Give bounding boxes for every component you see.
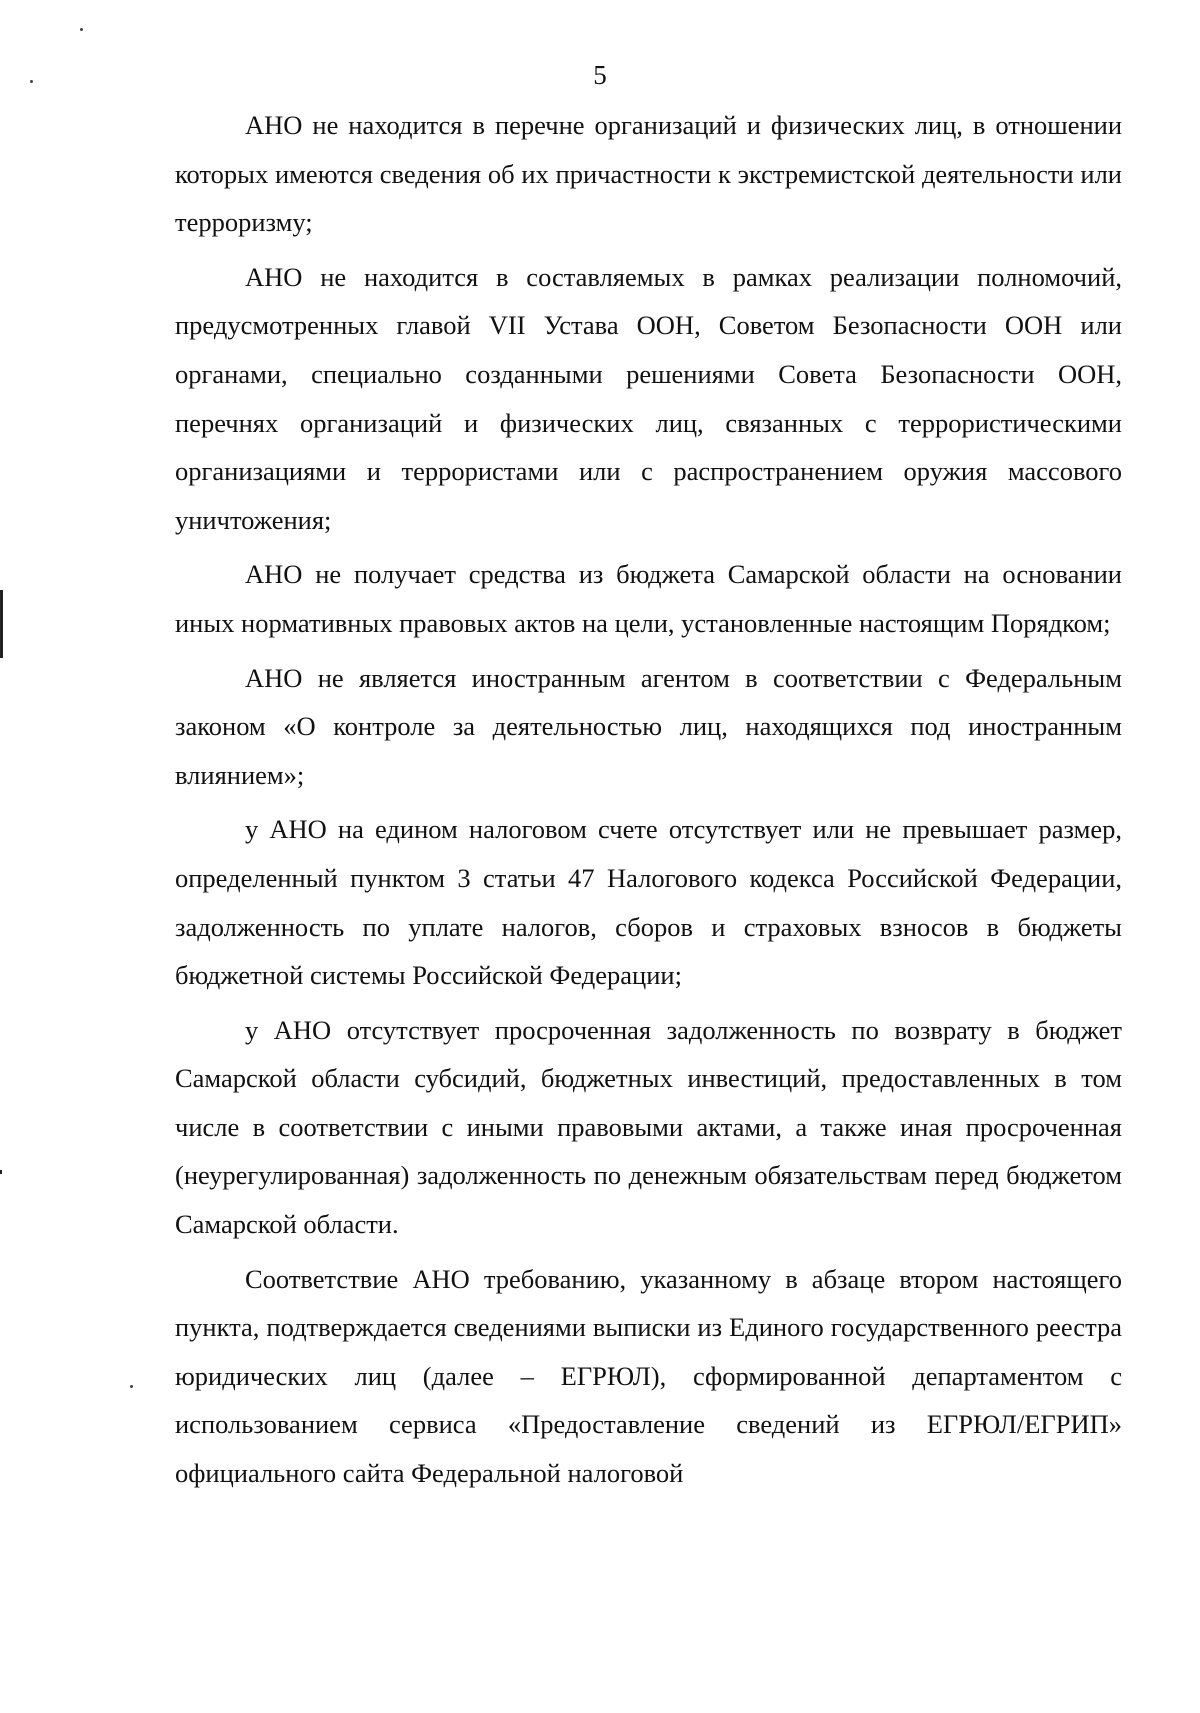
paragraph-un-sanctions-list: АНО не находится в составляемых в рамках реализации полномочий, предусмотренных главой VII Устава ООН, Советом Безопасности ООН или органами, специально созданными решениями Совета Безопасности ООН, перечнях организаций и физических лиц, связанных с террористическими организациями и террористами или с распространением оружия массового уничтожения; (175, 261, 1122, 535)
scan-speck (130, 1385, 133, 1388)
document-body (175, 101, 1122, 1498)
paragraph-not-foreign-agent: АНО не является иностранным агентом в соответствии с Федеральным законом «О контроле за деятельностью лиц, находящихся под иностранным влиянием»; (175, 662, 1122, 790)
scan-edge-mark (0, 590, 3, 658)
scan-speck (80, 28, 83, 31)
paragraph-tax-debt: у АНО на едином налоговом счете отсутствует или не превышает размер, определенный пунктом 3 статьи 47 Налогового кодекса Российской Федерации, задолженность по уплате налогов, сборов и страховых взносов в бюджеты бюджетной системы Российской Федерации; (175, 814, 1122, 991)
paragraph-overdue-debt: у АНО отсутствует просроченная задолженность по возврату в бюджет Самарской области субсидий, бюджетных инвестиций, предоставленных в том числе в соответствии с иными правовыми актами, а также иная просроченная (неурегулированная) задолженность по денежным обязательствам перед бюджетом Самарской области. (175, 1014, 1122, 1240)
paragraph-egrul-confirmation: Соответствие АНО требованию, указанному в абзаце втором настоящего пункта, подтверждается сведениями выписки из Единого государственного реестра юридических лиц (далее – ЕГРЮЛ), сформированной департаментом с использованием сервиса «Предоставление сведений из ЕГРЮЛ/ЕГРИП» официального сайта Федеральной налоговой (175, 1263, 1122, 1489)
scan-edge-mark (0, 1170, 2, 1174)
page-number: 5 (593, 60, 607, 90)
paragraph-extremism-list: АНО не находится в перечне организаций и физических лиц, в отношении которых имеются сведения об их причастности к экстремистской деятельности или терроризму; (175, 110, 1122, 238)
paragraph-no-other-budget-funds: АНО не получает средства из бюджета Самарской области на основании иных нормативных правовых актов на цели, установленные настоящим Порядком; (175, 559, 1122, 638)
